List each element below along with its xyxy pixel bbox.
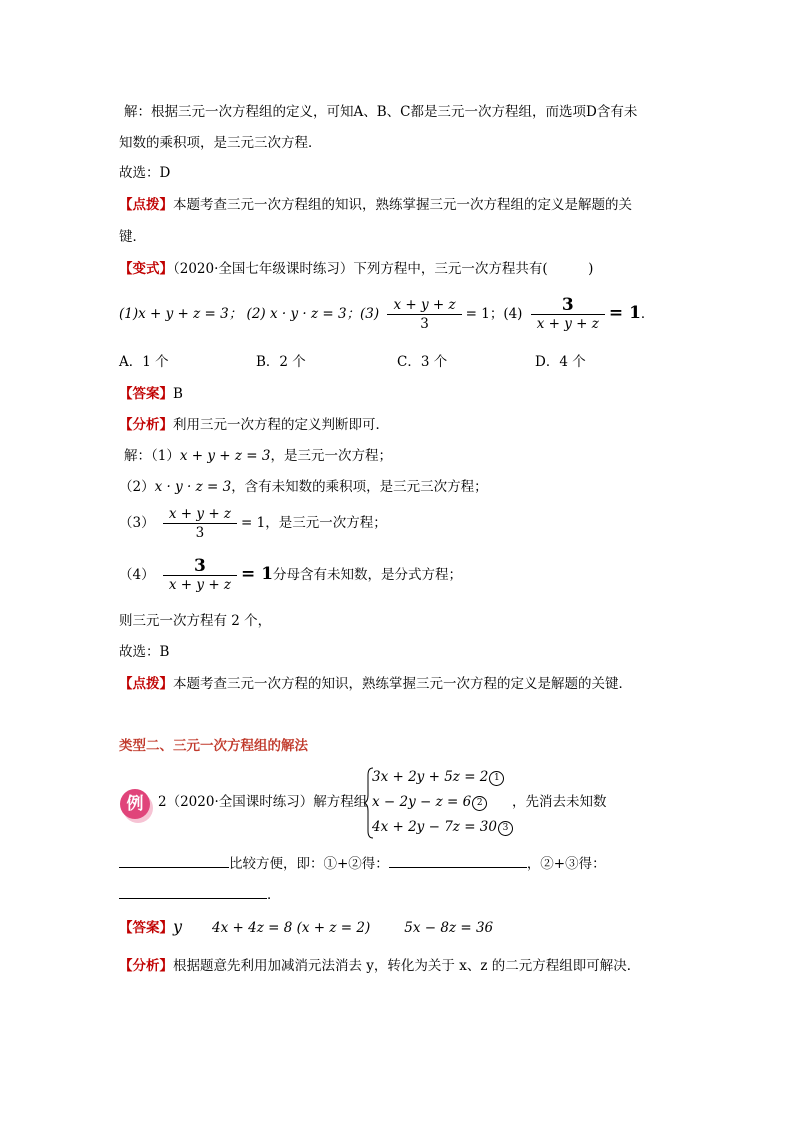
step-1 bbox=[124, 446, 392, 466]
equation-3-tail: = 1；(4) bbox=[465, 306, 523, 322]
equations-line bbox=[119, 293, 654, 334]
fraction-3 bbox=[387, 296, 461, 333]
tip-line-2: 键． bbox=[119, 229, 146, 245]
step-4-fraction bbox=[163, 557, 237, 594]
equation-1: (1)x + y + z = 3； bbox=[119, 306, 243, 322]
step-4-label: （4） bbox=[119, 567, 155, 583]
step-1-equation: x + y + z = 3 bbox=[179, 448, 271, 464]
fraction-4-denominator: x + y + z bbox=[536, 316, 599, 332]
analysis-text: 利用三元一次方程的定义判断即可． bbox=[173, 417, 389, 433]
option-c: C．3 个 bbox=[397, 354, 448, 370]
example-tail: ，先消去未知数 bbox=[512, 794, 607, 810]
step-4 bbox=[119, 553, 462, 596]
count-line bbox=[119, 611, 271, 631]
equation-4-tail: = 1 bbox=[608, 303, 641, 323]
tip-2-text: 本题考查三元一次方程的知识，熟练掌握三元一次方程的定义是解题的关键． bbox=[173, 676, 632, 692]
blank-2[interactable] bbox=[389, 853, 527, 868]
section-heading: 类型二、三元一次方程组的解法 bbox=[119, 738, 308, 754]
fill-line-2-end: ． bbox=[267, 887, 281, 903]
step-1-label: 解：（1） bbox=[124, 448, 180, 464]
solution-line-2: 知数的乘积项，是三元三次方程． bbox=[119, 135, 322, 151]
count-prefix: 则三元一次方程有 bbox=[119, 613, 232, 629]
fraction-3-numerator: x + y + z bbox=[387, 296, 461, 315]
analysis-2-text: 根据题意先利用加减消元法消去 y，转化为关于 x、z 的二元方程组即可解决． bbox=[173, 958, 641, 974]
step-2 bbox=[119, 477, 488, 497]
step-2-equation: x · y · z = 3 bbox=[154, 479, 232, 495]
tip-tag: 【点拨】 bbox=[119, 197, 173, 213]
step-4-text: 分母含有未知数，是分式方程； bbox=[273, 567, 463, 583]
tip-2-tag: 【点拨】 bbox=[119, 676, 173, 692]
system-equation-3 bbox=[372, 815, 513, 840]
analysis-2-tag: 【分析】 bbox=[119, 958, 173, 974]
analysis-tag: 【分析】 bbox=[119, 417, 173, 433]
step-3-label: （3） bbox=[119, 515, 155, 531]
circled-1-icon: 1 bbox=[489, 771, 504, 786]
step-4-denominator: x + y + z bbox=[168, 577, 232, 593]
fill-line-2 bbox=[119, 884, 281, 905]
fraction-3-denominator: 3 bbox=[420, 316, 429, 332]
blank-3[interactable] bbox=[119, 884, 267, 899]
step-4-numerator: 3 bbox=[163, 557, 237, 576]
answer-2-value-2: 4x + 4z = 8 (x + z = 2) bbox=[212, 920, 371, 936]
step-2-label: （2） bbox=[119, 479, 155, 495]
step-3 bbox=[119, 503, 387, 543]
count-number: 2 bbox=[231, 613, 240, 629]
circled-3-icon: 3 bbox=[498, 821, 513, 836]
fraction-4-numerator: 3 bbox=[531, 296, 605, 315]
count-suffix: 个， bbox=[239, 613, 272, 629]
fill-line-1-text: 比较方便，即：①+②得： bbox=[229, 856, 389, 872]
tip-text: 本题考查三元一次方程组的知识，熟练掌握三元一次方程组的定义是解题的关 bbox=[173, 197, 632, 213]
example-badge: 例 bbox=[120, 789, 150, 819]
step-3-denominator: 3 bbox=[195, 525, 205, 541]
fraction-4 bbox=[531, 296, 605, 333]
answer-2 bbox=[119, 917, 493, 938]
answer-2-value-1: y bbox=[173, 917, 183, 936]
answer-2-tag: 【答案】 bbox=[119, 920, 173, 936]
option-b: B．2 个 bbox=[256, 354, 306, 370]
step-1-text: ，是三元一次方程； bbox=[270, 448, 392, 464]
example-intro: 2（2020·全国课时练习）解方程组 bbox=[158, 794, 368, 810]
step-3-text: = 1，是三元一次方程； bbox=[241, 515, 387, 531]
system-equation-2-text: x − 2y − z = 6 bbox=[372, 794, 472, 810]
equation-4-end: ． bbox=[640, 306, 655, 322]
system-equation-1-text: 3x + 2y + 5z = 2 bbox=[372, 769, 489, 785]
variant-question bbox=[119, 259, 593, 279]
step-2-text: ，含有未知数的乘积项，是三元三次方程； bbox=[231, 479, 488, 495]
analysis-1 bbox=[119, 415, 389, 435]
variant-tag: 【变式】 bbox=[119, 261, 173, 277]
tip-paragraph-1 bbox=[119, 195, 632, 215]
step-3-numerator: x + y + z bbox=[163, 505, 237, 524]
analysis-2 bbox=[119, 956, 640, 976]
step-3-fraction bbox=[163, 505, 237, 542]
answer-tag: 【答案】 bbox=[119, 386, 173, 402]
system-equation-3-text: 4x + 2y − 7z = 30 bbox=[372, 819, 497, 835]
solution-choice: 故选：D bbox=[119, 165, 171, 181]
answer-2-value-3: 5x − 8z = 36 bbox=[404, 920, 494, 936]
tip-paragraph-2 bbox=[119, 674, 632, 694]
equation-system bbox=[372, 765, 513, 840]
system-equation-1 bbox=[372, 765, 513, 790]
fill-line-1-tail: ，②+③得： bbox=[526, 856, 606, 872]
option-d: D．4 个 bbox=[535, 354, 586, 370]
variant-text: （2020·全国七年级课时练习）下列方程中，三元一次方程共有( ) bbox=[173, 261, 594, 277]
blank-1[interactable] bbox=[119, 853, 229, 868]
solution-line-1: 解：根据三元一次方程组的定义，可知A、B、C都是三元一次方程组，而选项D含有未 bbox=[124, 104, 638, 120]
answer-1 bbox=[119, 384, 183, 404]
fill-line-1 bbox=[119, 853, 606, 874]
circled-2-icon: 2 bbox=[472, 796, 487, 811]
option-a: A．1 个 bbox=[119, 354, 169, 370]
step-4-equation: = 1 bbox=[241, 564, 274, 584]
equation-2: (2) x · y · z = 3；(3) bbox=[246, 306, 380, 322]
system-equation-2 bbox=[372, 790, 513, 815]
step-choice: 故选：B bbox=[119, 644, 170, 660]
answer-value: B bbox=[173, 386, 183, 402]
